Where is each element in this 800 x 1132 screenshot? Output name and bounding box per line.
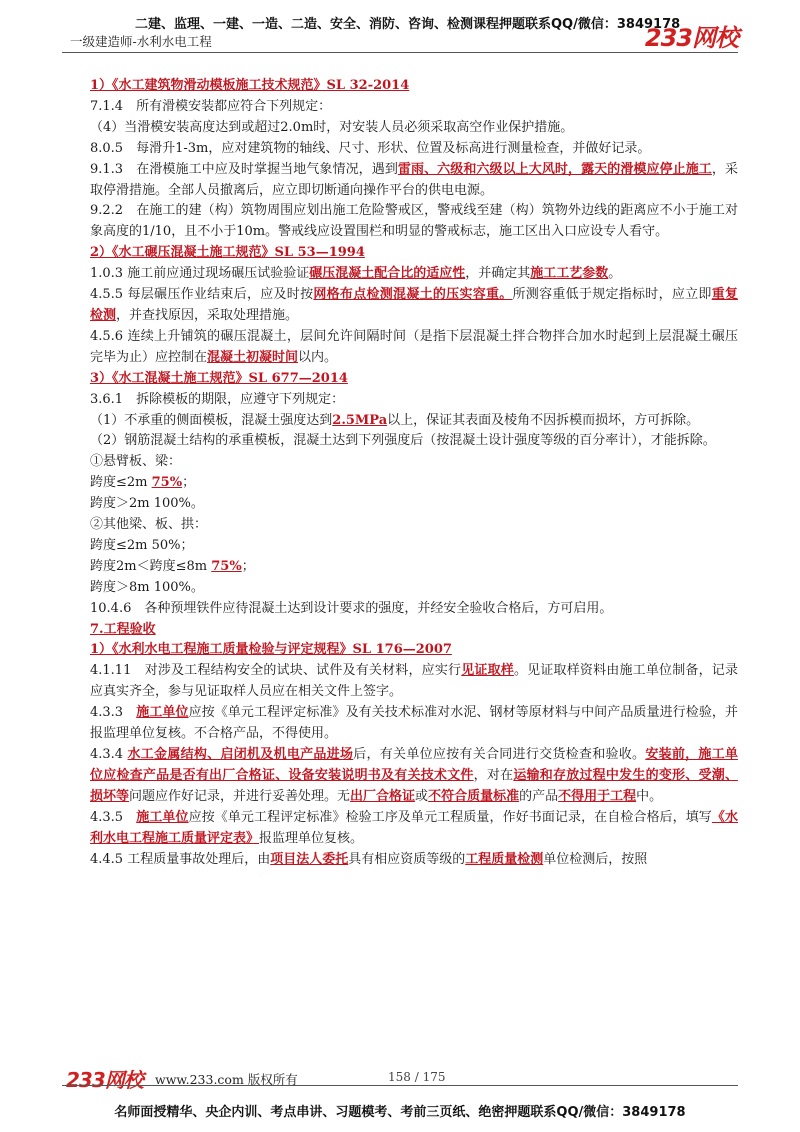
list-item: ②其他梁、板、拱： (90, 517, 208, 533)
paragraph: 4.4.5 工程质量事故处理后，由项目法人委托具有相应资质等级的工程质量检测单位检测后，按照 (90, 851, 648, 867)
footer-site: www.233.com 版权所有 (155, 1072, 298, 1087)
highlight: 不符合质量标准 (428, 788, 520, 804)
highlight: 不得用于工程 (558, 788, 637, 804)
paragraph: 10.4.6 各种预埋铁件应待混凝土达到设计要求的强度，并经安全验收合格后，方可启用。 (90, 600, 613, 616)
section-title-quality: 1）《水利水电工程施工质量检验与评定规程》SL 176—2007 (90, 642, 452, 658)
paragraph: （1）不承重的侧面模板，混凝土强度达到2.5MPa以上，保证其表面及棱角不因拆模而损坏，方可拆除。 (90, 412, 700, 428)
section-title-concrete: 3）《水工混凝土施工规范》SL 677—2014 (90, 370, 348, 386)
highlight: 雷雨、六级和六级以上大风时，露天的滑模应停止施工 (397, 161, 712, 177)
highlight: 重复检测 (90, 287, 738, 323)
chapter-heading: 7.工程验收 (90, 621, 156, 637)
header-subtitle: 一级建造师-水利水电工程 (70, 34, 212, 49)
list-item: 跨度＞2m 100%。 (90, 496, 204, 512)
header-divider (62, 52, 738, 53)
highlight: 混凝土初凝时间 (207, 349, 299, 365)
list-item: 跨度2m＜跨度≤8m 75%； (90, 558, 255, 574)
paragraph: 9.2.2 在施工的建（构）筑物周围应划出施工危险警戒区，警戒线至建（构）筑物外边线的距离应不小于施工对象高度的1/10，且不小于10m。警戒线应设置围栏和明显的警戒标志，施工区出入口应设专人看守。 (90, 203, 738, 240)
section-title-slipform: 1）《水工建筑物滑动模板施工技术规范》SL 32-2014 (90, 78, 410, 93)
paragraph: 9.1.3 在滑模施工中应及时掌握当地气象情况，遇到雷雨、六级和六级以上大风时，露天的滑模应停止施工，采取停滑措施。全部人员撤离后，应立即切断通向操作平台的供电电源。 (90, 161, 738, 198)
highlight: 《水利水电工程施工质量评定表》 (90, 809, 738, 846)
highlight: 75% (151, 475, 183, 491)
list-item: 跨度≤2m 50%； (90, 537, 194, 553)
paragraph: 1.0.3 施工前应通过现场碾压试验验证碾压混凝土配合比的适应性，并确定其施工工艺参数。 (90, 266, 622, 282)
paragraph: 4.3.5 施工单位应按《单元工程评定标准》检验工序及单元工程质量，作好书面记录，在自检合格后，填写《水利水电工程施工质量评定表》报监理单位复核。 (90, 809, 738, 846)
list-item: ①悬臂板、梁： (90, 454, 182, 470)
document-body (90, 76, 738, 870)
highlight: 安装前，施工单位应检查产品是否有出厂合格证、设备安装说明书及有关技术文件 (90, 747, 738, 783)
paragraph: 4.3.3 施工单位应按《单元工程评定标准》及有关技术标准对水泥、钢材等原材料与中间产品质量进行检验，并报监理单位复核。不合格产品，不得使用。 (90, 705, 738, 742)
paragraph: 4.1.11 对涉及工程结构安全的试块、试件及有关材料，应实行见证取样。见证取样资料由施工单位制备，记录应真实齐全，参与见证取样人员应在相关文件上签字。 (90, 663, 738, 700)
page-number: 158 / 175 (388, 1070, 446, 1084)
list-item: 跨度≤2m 75%； (90, 475, 196, 491)
highlight: 施工工艺参数 (530, 266, 609, 282)
paragraph: （4）当滑模安装高度达到或超过2.0m时，对安装人员必须采取高空作业保护措施。 (90, 119, 574, 135)
footer-contact-line: 名师面授精华、央企内训、考点串讲、习题模考、考前三页纸、绝密押题联系QQ/微信：3849178 (114, 1105, 686, 1120)
paragraph: 4.5.5 每层碾压作业结束后，应及时按网格布点检测混凝土的压实容重。所测容重低于规定指标时，应立即重复检测，并查找原因，采取处理措施。 (90, 287, 738, 323)
footer-logo: 233网校 (66, 1068, 143, 1092)
paragraph: 4.5.6 连续上升铺筑的碾压混凝土，层间允许间隔时间（是指下层混凝土拌合物拌合加水时起到上层混凝土碾压完毕为止）应控制在混凝土初凝时间以内。 (90, 328, 738, 365)
highlight: 施工单位 (136, 705, 189, 721)
highlight: 2.5MPa (332, 412, 388, 428)
paragraph: 3.6.1 拆除模板的期限，应遵守下列规定： (90, 391, 345, 407)
highlight: 出厂合格证 (350, 788, 416, 804)
section-title-rcc: 2）《水工碾压混凝土施工规范》SL 53—1994 (90, 245, 365, 261)
paragraph: 4.3.4 水工金属结构、启闭机及机电产品进场后，有关单位应按有关合同进行交货检查和验收。安装前，施工单位应检查产品是否有出厂合格证、设备安装说明书及有关技术文件，对在运输和存放过程中发生的变形、受潮、损坏等问题应作好记录，并进行妥善处理。无出厂合格证或不符合质量标准的产品不得用于工程中。 (90, 747, 738, 804)
highlight: 网格布点检测混凝土的压实容重。 (313, 287, 513, 303)
list-item: 跨度＞8m 100%。 (90, 579, 204, 595)
highlight: 见证取样 (461, 663, 514, 679)
paragraph: 8.0.5 每滑升1-3m，应对建筑物的轴线、尺寸、形状、位置及标高进行测量检查，并做好记录。 (90, 140, 651, 156)
paragraph: 7.1.4 所有滑模安装都应符合下列规定： (90, 98, 332, 114)
highlight: 碾压混凝土配合比的适应性 (309, 266, 466, 282)
footer-divider (62, 1085, 738, 1086)
paragraph: （2）钢筋混凝土结构的承重模板，混凝土达到下列强度后（按混凝土设计强度等级的百分率计），才能拆除。 (90, 433, 716, 449)
highlight: 项目法人委托 (270, 851, 349, 867)
highlight: 运输和存放过程中发生的变形、受潮、损坏等 (90, 767, 738, 804)
header-contact-line: 二建、监理、一建、一造、二造、安全、消防、咨询、检测课程押题联系QQ/微信：3849178 (135, 17, 681, 32)
highlight: 工程质量检测 (465, 851, 544, 867)
highlight: 75% (211, 558, 242, 574)
highlight: 施工单位 (136, 809, 189, 825)
header-logo: 233网校 (644, 24, 738, 52)
highlight: 水工金属结构、启闭机及机电产品进场 (127, 747, 354, 762)
